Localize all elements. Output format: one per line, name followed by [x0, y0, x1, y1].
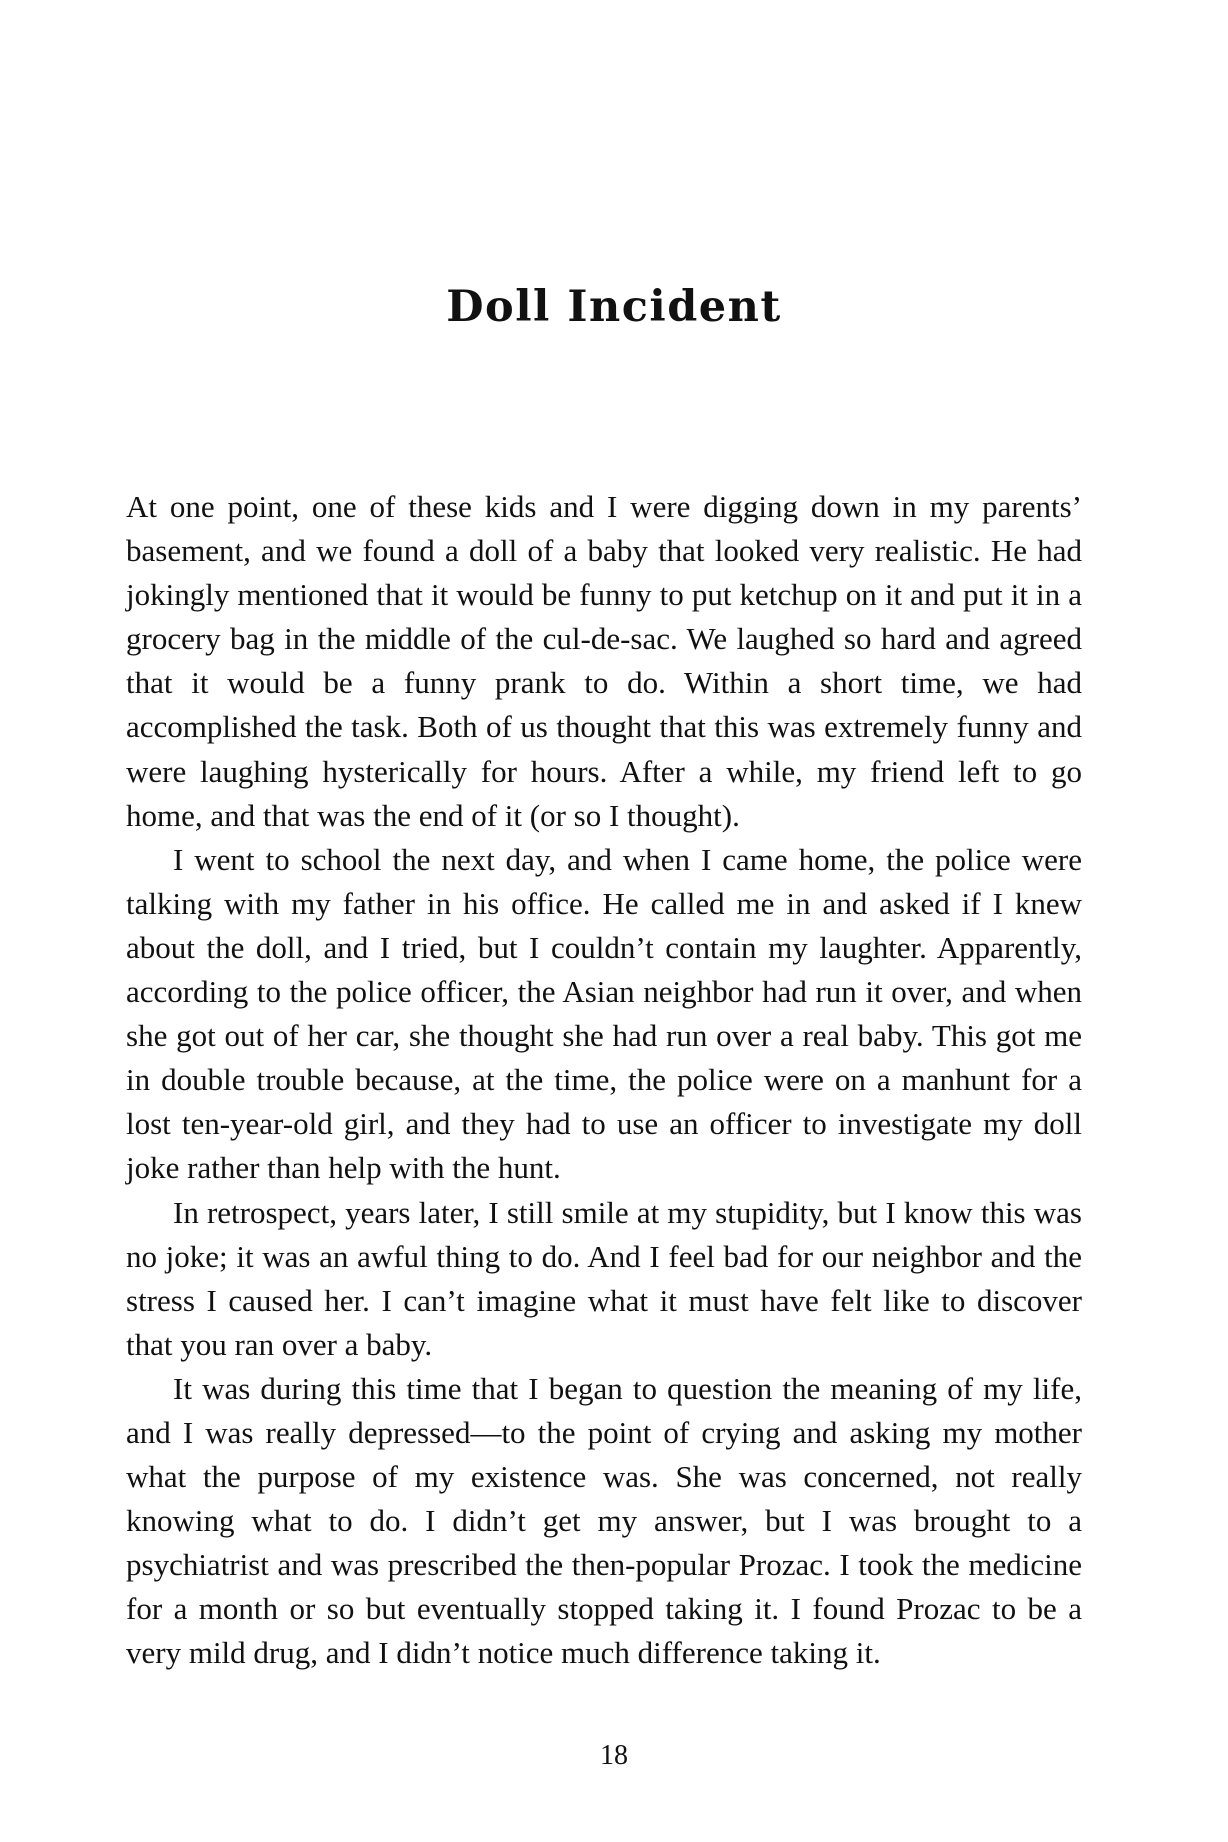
chapter-body	[126, 485, 1082, 1676]
chapter-title: Doll Incident	[446, 282, 782, 332]
paragraph: It was during this time that I began to question the meaning of my life, and I was really depressed—to the point of crying and asking my mother what the purpose of my existence was. She was concerned, not really knowing what to do. I didn’t get my answer, but I was brought to a psychiatrist and was prescribed the then-popular Prozac. I took the medicine for a month or so but eventually stopped taking it. I found Prozac to be a very mild drug, and I didn’t notice much difference taking it.	[126, 1370, 1082, 1671]
paragraph: In retrospect, years later, I still smile at my stupidity, but I know this was no joke; it was an awful thing to do. And I feel bad for our neighbor and the stress I caused her. I can’t imagine what it must have felt like to discover that you ran over a baby.	[126, 1194, 1082, 1362]
paragraph: At one point, one of these kids and I were digging down in my parents’ basement, and we found a doll of a baby that looked very realistic. He had jokingly mentioned that it would be funny to put ketchup on it and put it in a grocery bag in the middle of the cul-de-sac. We laughed so hard and agreed that it would be a funny prank to do. Within a short time, we had accomplished the task. Both of us thought that this was extremely funny and were laughing hysterically for hours. After a while, my friend left to go home, and that was the end of it (or so I thought).	[126, 489, 1082, 833]
paragraph: I went to school the next day, and when I came home, the police were talking with my father in his office. He called me in and asked if I knew about the doll, and I tried, but I couldn’t contain my laughter. Apparently, according to the police officer, the Asian neighbor had run it over, and when she got out of her car, she thought she had run over a real baby. This got me in double trouble because, at the time, the police were on a manhunt for a lost ten-year-old girl, and they had to use an officer to investigate my doll joke rather than help with the hunt.	[126, 841, 1082, 1186]
page-number: 18	[600, 1740, 628, 1771]
